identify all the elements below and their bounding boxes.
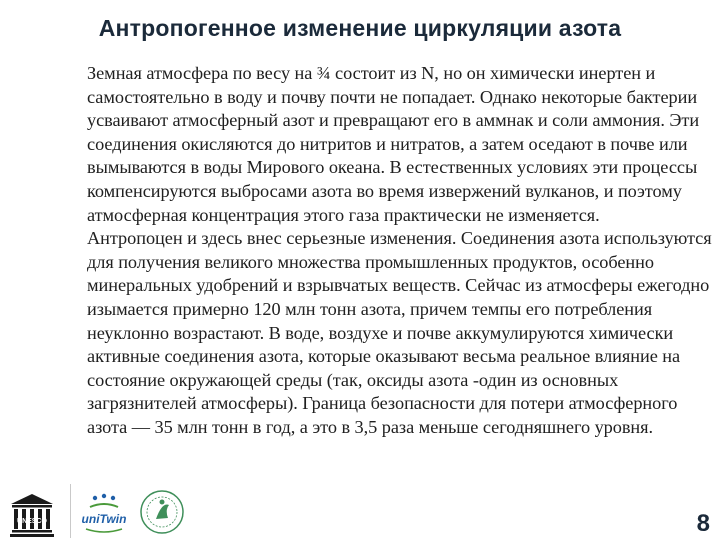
unitwin-logo: [76, 487, 132, 539]
unesco-logo: [8, 492, 56, 538]
slide-title: Антропогенное изменение циркуляции азота: [98, 15, 622, 41]
logo-divider: [70, 484, 71, 538]
paragraph-2: Антропоцен и здесь внес серьезные изменения. Соединения азота используются для получения великого множества промышленных продуктов, особенно минеральных удобрений и взрывчатых веществ. Сейчас из атмосферы ежегодно изымается примерно 120 млн тонн азота, причем темпы его потребления неуклонно возрастают. В воде, воздухе и почве аккумулируются химически активные соединения азота, которые оказывают весьма реальное влияние на состояние окружающей среды (так, оксиды азота -один из основных загрязнителей атмосферы). Граница безопасности для потери атмосферного азота — 35 млн тонн в год, а это в 3,5 раза меньше сегодняшнего уровня.: [87, 228, 712, 437]
paragraph-1: Земная атмосфера по весу на ¾ состоит из N, но он химически инертен и самостоятельно в воду и почву почти не попадает. Однако некоторые бактерии усваивают атмосферный азот и превращают его в аммнак и соли аммония. Эти соединения окисляются до нитритов и нитратов, а затем оседают в почве или вымываются в воды Мирового океана. В естественных условиях эти процессы компенсируются выбросами азота во время извержений вулканов, и поэтому атмосферная концентрация этого газа практически не изменяется.: [87, 63, 700, 225]
unitwin-wordmark: uniTwin: [81, 512, 127, 526]
unesco-wordmark: UNESCO: [17, 518, 47, 525]
chair-emblem-logo: [138, 488, 186, 536]
page-number: 8: [696, 510, 710, 537]
logo-bar: [0, 482, 200, 540]
body-text: [87, 62, 717, 440]
